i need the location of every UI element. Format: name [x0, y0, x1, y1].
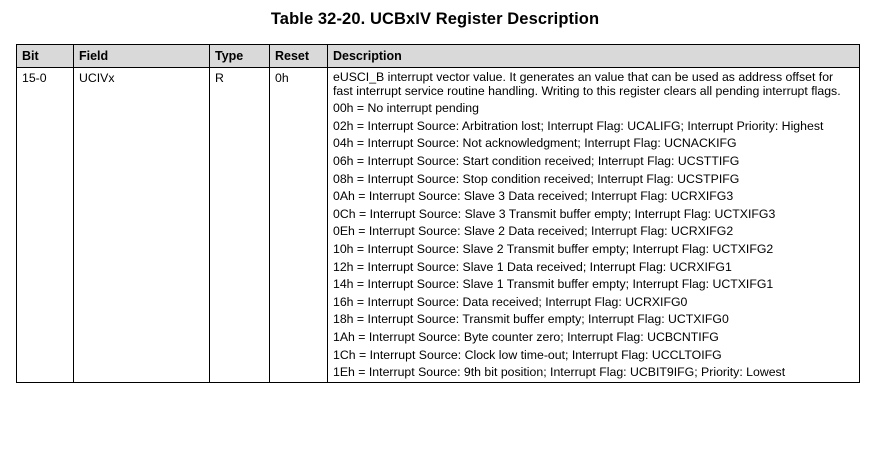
- cell-description: [328, 68, 860, 383]
- description-line: 14h = Interrupt Source: Slave 1 Transmit buffer empty; Interrupt Flag: UCTXIFG1: [333, 277, 774, 292]
- cell-reset: 0h: [270, 68, 328, 383]
- description-line: 0Ah = Interrupt Source: Slave 3 Data received; Interrupt Flag: UCRXIFG3: [333, 189, 734, 204]
- description-line: 12h = Interrupt Source: Slave 1 Data received; Interrupt Flag: UCRXIFG1: [333, 259, 732, 274]
- description-line: 1Ah = Interrupt Source: Byte counter zero; Interrupt Flag: UCBCNTIFG: [333, 329, 719, 344]
- description-line: 16h = Interrupt Source: Data received; Interrupt Flag: UCRXIFG0: [333, 294, 688, 309]
- header-bit: Bit: [17, 45, 74, 68]
- header-description: Description: [328, 45, 860, 68]
- description-line: 08h = Interrupt Source: Stop condition received; Interrupt Flag: UCSTPIFG: [333, 171, 740, 186]
- description-line: eUSCI_B interrupt vector value. It generates an value that can be used as address offset for fast interrupt service routine handling. Writing to this register clears all pending interrupt flags.: [333, 70, 841, 98]
- header-field: Field: [74, 45, 210, 68]
- register-description-table: [16, 44, 860, 383]
- description-line: 00h = No interrupt pending: [333, 101, 479, 116]
- cell-bit: 15-0: [17, 68, 74, 383]
- description-line: 1Ch = Interrupt Source: Clock low time-out; Interrupt Flag: UCCLTOIFG: [333, 347, 722, 362]
- cell-type: R: [210, 68, 270, 383]
- description-line: 02h = Interrupt Source: Arbitration lost; Interrupt Flag: UCALIFG; Interrupt Priority: Highest: [333, 118, 824, 133]
- description-line: 0Ch = Interrupt Source: Slave 3 Transmit buffer empty; Interrupt Flag: UCTXIFG3: [333, 206, 776, 221]
- table-header-row: [17, 45, 860, 68]
- description-line: 06h = Interrupt Source: Start condition received; Interrupt Flag: UCSTTIFG: [333, 153, 740, 168]
- description-line: 04h = Interrupt Source: Not acknowledgment; Interrupt Flag: UCNACKIFG: [333, 136, 737, 151]
- cell-field: UCIVx: [74, 68, 210, 383]
- table-row: [17, 68, 860, 383]
- header-type: Type: [210, 45, 270, 68]
- description-line: 18h = Interrupt Source: Transmit buffer empty; Interrupt Flag: UCTXIFG0: [333, 312, 729, 327]
- description-line: 0Eh = Interrupt Source: Slave 2 Data received; Interrupt Flag: UCRXIFG2: [333, 224, 734, 239]
- description-line: 10h = Interrupt Source: Slave 2 Transmit buffer empty; Interrupt Flag: UCTXIFG2: [333, 241, 774, 256]
- header-reset: Reset: [270, 45, 328, 68]
- table-title: Table 32-20. UCBxIV Register Description: [270, 10, 600, 28]
- description-line: 1Eh = Interrupt Source: 9th bit position; Interrupt Flag: UCBIT9IFG; Priority: Lowest: [333, 365, 786, 380]
